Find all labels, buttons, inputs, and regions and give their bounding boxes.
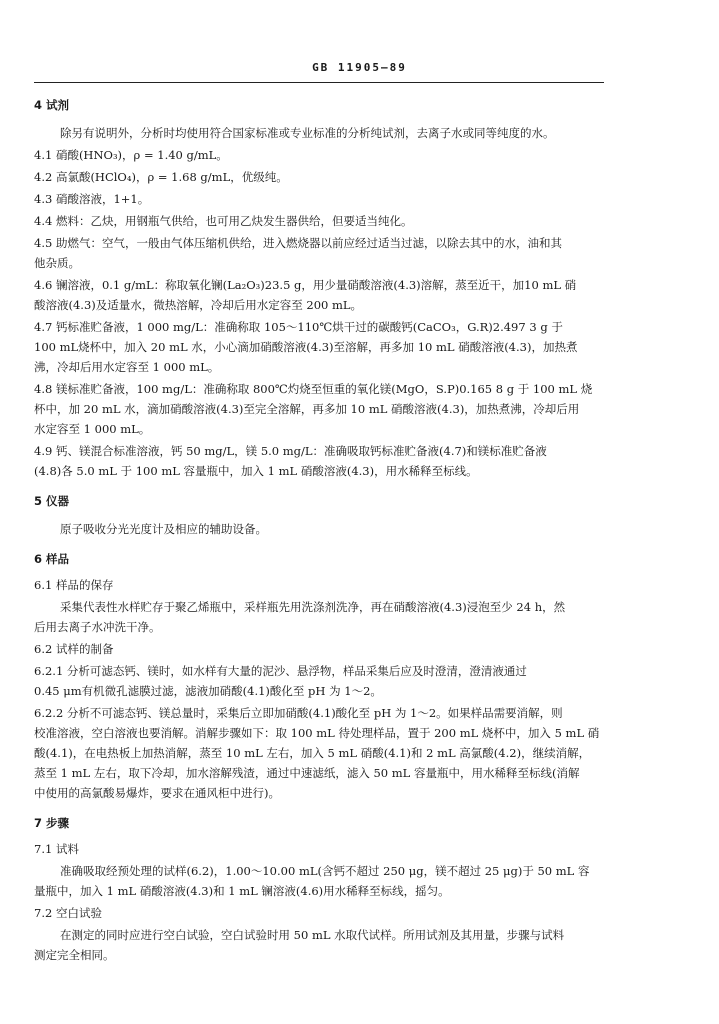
text-line: 4.7 钙标准贮备液，1 000 mg/L：准确称取 105～110℃烘干过的碳酸钙(CaCO₃，G.R)2.497 3 g 于 <box>34 320 563 334</box>
text-line: 水定容至 1 000 mL。 <box>34 422 151 436</box>
text-line: 量瓶中，加入 1 mL 硝酸溶液(4.3)和 1 mL 镧溶液(4.6)用水稀释至标线，摇匀。 <box>34 884 450 898</box>
section-heading: 6 样品 <box>34 552 70 566</box>
text-line: 沸，冷却后用水定容至 1 000 mL。 <box>34 360 220 374</box>
text-line: 100 mL烧杯中，加入 20 mL 水，小心滴加硝酸溶液(4.3)至溶解，再多加 10 mL 硝酸溶液(4.3)，加热煮 <box>34 340 578 354</box>
text-line: 测定完全相同。 <box>34 948 115 962</box>
text-line: 7.2 空白试验 <box>34 906 102 920</box>
text-line: 准确吸取经预处理的试样(6.2)，1.00～10.00 mL(含钙不超过 250 μg，镁不超过 25 μg)于 50 mL 容 <box>60 864 590 878</box>
text-line: 4.9 钙、镁混合标准溶液，钙 50 mg/L，镁 5.0 mg/L：准确吸取钙标准贮备液(4.7)和镁标准贮备液 <box>34 444 547 458</box>
text-line: 4.4 燃料：乙炔，用钢瓶气供给，也可用乙炔发生器供给，但要适当纯化。 <box>34 214 413 228</box>
text-line: 原子吸收分光光度计及相应的辅助设备。 <box>60 522 267 536</box>
text-line: (4.8)各 5.0 mL 于 100 mL 容量瓶中，加入 1 mL 硝酸溶液(4.3)，用水稀释至标线。 <box>34 464 478 478</box>
text-line: 4.5 助燃气：空气，一般由气体压缩机供给，进入燃烧器以前应经过适当过滤，以除去其中的水，油和其 <box>34 236 562 250</box>
text-line: 后用去离子水冲洗干净。 <box>34 620 161 634</box>
text-line: 他杂质。 <box>34 256 80 270</box>
text-line: 采集代表性水样贮存于聚乙烯瓶中，采样瓶先用洗涤剂洗净，再在硝酸溶液(4.3)浸泡至少 24 h，然 <box>60 600 566 614</box>
text-line: 6.2.2 分析不可滤态钙、镁总量时，采集后立即加硝酸(4.1)酸化至 pH 为 1～2。如果样品需要消解，则 <box>34 706 563 720</box>
text-line: 6.2 试样的制备 <box>34 642 114 656</box>
section-heading: 5 仪器 <box>34 494 70 508</box>
text-line: 杯中，加 20 mL 水，滴加硝酸溶液(4.3)至完全溶解，再多加 10 mL 硝酸溶液(4.3)，加热煮沸，冷却后用 <box>34 402 580 416</box>
text-line: 4.2 高氯酸(HClO₄)，ρ = 1.68 g/mL，优级纯。 <box>34 170 288 184</box>
text-line: 6.2.1 分析可滤态钙、镁时，如水样有大量的泥沙、悬浮物，样品采集后应及时澄清，澄清液通过 <box>34 664 527 678</box>
text-line: 4.8 镁标准贮备液，100 mg/L：准确称取 800℃灼烧至恒重的氧化镁(MgO，S.P)0.165 8 g 于 100 mL 烧 <box>34 382 593 396</box>
text-line: 6.1 样品的保存 <box>34 578 114 592</box>
text-line: 酸溶液(4.3)及适量水，微热溶解，冷却后用水定容至 200 mL。 <box>34 298 363 312</box>
text-line: 4.1 硝酸(HNO₃)，ρ = 1.40 g/mL。 <box>34 148 228 162</box>
header-rule <box>34 82 604 83</box>
text-line: 中使用的高氯酸易爆炸，要求在通风柜中进行)。 <box>34 786 280 800</box>
text-line: 蒸至 1 mL 左右，取下冷却，加水溶解残渣，通过中速滤纸，滤入 50 mL 容量瓶中，用水稀释至标线(消解 <box>34 766 580 780</box>
text-line: 4.3 硝酸溶液，1+1。 <box>34 192 150 206</box>
text-line: 酸(4.1)，在电热板上加热消解，蒸至 10 mL 左右，加入 5 mL 硝酸(4.1)和 2 mL 高氯酸(4.2)，继续消解， <box>34 746 591 760</box>
text-line: 校准溶液，空白溶液也要消解。消解步骤如下：取 100 mL 待处理样品，置于 200 mL 烧杯中，加入 5 mL 硝 <box>34 726 600 740</box>
page-header: GB 11905—89 <box>312 61 407 74</box>
section-heading: 7 步骤 <box>34 816 70 830</box>
text-line: 在测定的同时应进行空白试验，空白试验时用 50 mL 水取代试样。所用试剂及其用量，步骤与试料 <box>60 928 565 942</box>
text-line: 0.45 μm有机微孔滤膜过滤，滤液加硝酸(4.1)酸化至 pH 为 1～2。 <box>34 684 382 698</box>
section-heading: 4 试剂 <box>34 98 70 112</box>
text-line: 4.6 镧溶液，0.1 g/mL：称取氧化镧(La₂O₃)23.5 g，用少量硝酸溶液(4.3)溶解，蒸至近干，加10 mL 硝 <box>34 278 577 292</box>
text-line: 除另有说明外，分析时均使用符合国家标准或专业标准的分析纯试剂，去离子水或同等纯度的水。 <box>60 126 555 140</box>
text-line: 7.1 试料 <box>34 842 79 856</box>
